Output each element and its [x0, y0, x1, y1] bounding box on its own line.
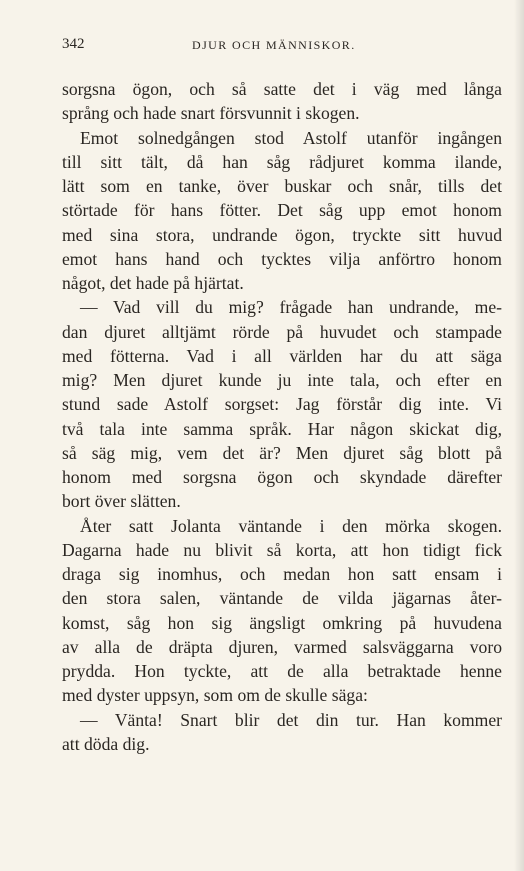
text-line: med dyster uppsyn, som om de skulle säga:: [62, 685, 368, 706]
text-line: mig? Men djuret kunde ju inte tala, och efter en: [62, 370, 502, 390]
text-line: bort över slätten.: [62, 491, 181, 512]
text-line: honom med sorgsna ögon och skyndade därefter: [62, 467, 502, 487]
text-line: stund sade Astolf sorgset: Jag förstår dig inte. Vi: [62, 394, 502, 415]
page-header: [62, 36, 502, 58]
text-line: komst, såg hon sig ängsligt omkring på huvudena: [62, 612, 502, 633]
text-line: med sina stora, undrande ögon, tryckte sitt huvud: [62, 224, 502, 245]
text-line: störtade för hans fötter. Det såg upp emot honom: [62, 200, 502, 221]
text-line: draga sig inomhus, och medan hon satt ensam i: [62, 564, 502, 584]
text-line: dan djuret alltjämt rörde på huvudet och stampade: [62, 321, 502, 342]
text-line: Emot solnedgången stod Astolf utanför ingången: [80, 127, 502, 148]
text-line: med fötterna. Vad i all världen har du att säga: [62, 345, 502, 366]
body-text: [62, 77, 502, 756]
text-line: Dagarna hade nu blivit så korta, att hon tidigt fick: [62, 539, 502, 560]
text-line: språng och hade snart försvunnit i skogen.: [62, 103, 360, 124]
text-line: att döda dig.: [62, 733, 150, 754]
text-line: till sitt tält, då han såg rådjuret komma ilande,: [62, 151, 502, 172]
running-head: DJUR OCH MÄNNISKOR.: [192, 38, 356, 52]
text-line: så säg mig, vem det är? Men djuret såg blott på: [62, 442, 502, 463]
page-number: 342: [62, 36, 85, 52]
text-line: två tala inte samma språk. Har någon skickat dig,: [62, 418, 502, 439]
text-line: — Vänta! Snart blir det din tur. Han kommer: [80, 709, 502, 730]
text-line: sorgsna ögon, och så satte det i väg med långa: [62, 79, 502, 99]
text-line: — Vad vill du mig? frågade han undrande, me-: [80, 297, 502, 318]
text-line: Åter satt Jolanta väntande i den mörka skogen.: [80, 515, 502, 536]
text-line: prydda. Hon tyckte, att de alla betraktade henne: [62, 661, 502, 681]
text-line: lätt som en tanke, över buskar och snår, tills det: [62, 176, 502, 196]
text-line: den stora salen, väntande de vilda jägarnas åter-: [62, 588, 502, 609]
text-line: något, det hade på hjärtat.: [62, 273, 244, 293]
text-line: emot hans hand och tycktes vilja anförtro honom: [62, 248, 502, 269]
page-edge-shadow: [514, 0, 524, 871]
text-line: av alla de dräpta djuren, varmed salsväggarna voro: [62, 636, 502, 657]
